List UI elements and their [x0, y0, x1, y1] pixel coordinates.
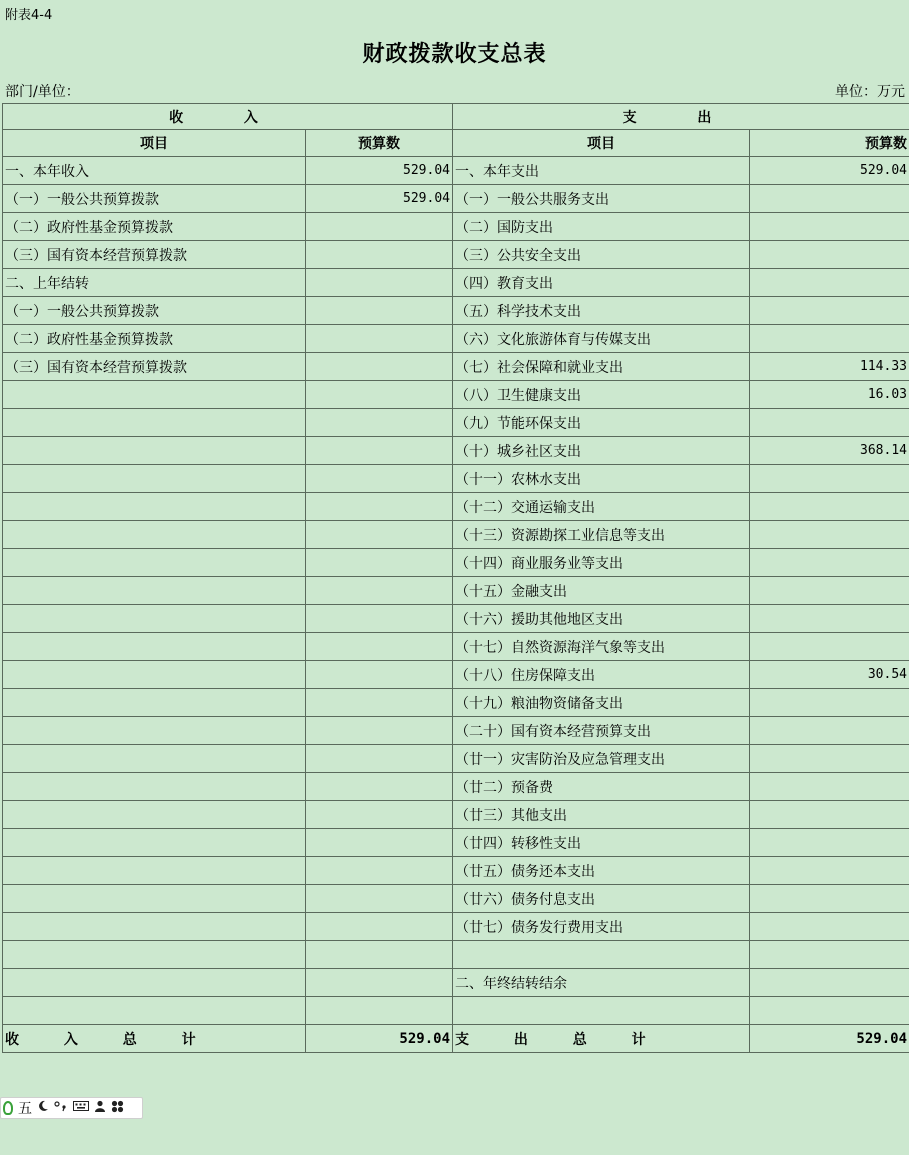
expense-value-cell[interactable]: 30.54	[750, 661, 909, 689]
table-row	[3, 829, 909, 857]
income-total-value[interactable]: 529.04	[306, 1025, 453, 1053]
table-row	[3, 633, 909, 661]
income-value-cell[interactable]	[306, 689, 453, 717]
expense-item-header[interactable]: 项目	[453, 130, 750, 157]
expense-item-cell[interactable]: （二十）国有资本经营预算支出	[453, 717, 750, 745]
income-item-cell[interactable]: （二）政府性基金预算拨款	[3, 213, 306, 241]
income-item-cell[interactable]: 一、本年收入	[3, 157, 306, 185]
expense-item-cell[interactable]: （十八）住房保障支出	[453, 661, 750, 689]
income-value-cell[interactable]	[306, 773, 453, 801]
expense-value-cell[interactable]	[750, 213, 909, 241]
table-row	[3, 577, 909, 605]
expense-item-cell[interactable]: （十四）商业服务业等支出	[453, 549, 750, 577]
table-row	[3, 549, 909, 577]
income-value-cell[interactable]	[306, 857, 453, 885]
income-item-cell[interactable]: （三）国有资本经营预算拨款	[3, 353, 306, 381]
expense-item-cell[interactable]: （廿五）债务还本支出	[453, 857, 750, 885]
income-item-cell[interactable]	[3, 633, 306, 661]
expense-value-cell[interactable]	[750, 605, 909, 633]
expense-value-cell[interactable]	[750, 633, 909, 661]
expense-value-cell[interactable]	[750, 941, 909, 969]
expense-value-cell[interactable]	[750, 241, 909, 269]
department-label: 部门/单位：	[5, 84, 80, 100]
income-budget-header[interactable]: 预算数	[306, 130, 453, 157]
table-body	[3, 157, 909, 1025]
income-item-cell[interactable]	[3, 521, 306, 549]
table-row	[3, 717, 909, 745]
expense-item-cell[interactable]: （二）国防支出	[453, 213, 750, 241]
expense-value-cell[interactable]: 16.03	[750, 381, 909, 409]
income-value-cell[interactable]	[306, 269, 453, 297]
income-value-cell[interactable]	[306, 521, 453, 549]
expense-value-cell[interactable]	[750, 745, 909, 773]
expense-item-cell[interactable]: 一、本年支出	[453, 157, 750, 185]
expense-value-cell[interactable]	[750, 689, 909, 717]
income-value-cell[interactable]	[306, 325, 453, 353]
income-item-cell[interactable]	[3, 661, 306, 689]
income-total-label[interactable]: 收 入 总 计	[3, 1025, 306, 1053]
expense-value-cell[interactable]	[750, 297, 909, 325]
expense-item-cell[interactable]	[453, 997, 750, 1025]
expense-item-cell[interactable]: （十三）资源勘探工业信息等支出	[453, 521, 750, 549]
income-value-cell[interactable]	[306, 717, 453, 745]
income-item-header[interactable]: 项目	[3, 130, 306, 157]
table-row	[3, 605, 909, 633]
table-row	[3, 969, 909, 997]
income-item-cell[interactable]	[3, 885, 306, 913]
expense-budget-header[interactable]: 预算数	[750, 130, 909, 157]
totals-row	[3, 1025, 909, 1053]
income-item-cell[interactable]: 二、上年结转	[3, 269, 306, 297]
expense-item-cell[interactable]: （十六）援助其他地区支出	[453, 605, 750, 633]
income-value-cell[interactable]	[306, 381, 453, 409]
moon-icon[interactable]	[37, 1100, 49, 1116]
expense-value-cell[interactable]	[750, 997, 909, 1025]
income-item-cell[interactable]	[3, 801, 306, 829]
punctuation-icon[interactable]	[54, 1100, 68, 1116]
table-row	[3, 185, 909, 213]
income-item-cell[interactable]	[3, 997, 306, 1025]
keyboard-icon[interactable]	[73, 1100, 89, 1116]
income-item-cell[interactable]	[3, 437, 306, 465]
table-row	[3, 521, 909, 549]
expense-value-cell[interactable]	[750, 493, 909, 521]
income-value-cell[interactable]	[306, 745, 453, 773]
mode-label[interactable]: 五	[18, 1101, 32, 1117]
section-header-row	[3, 104, 909, 130]
expense-item-cell[interactable]: （七）社会保障和就业支出	[453, 353, 750, 381]
income-item-cell[interactable]	[3, 829, 306, 857]
expense-value-cell[interactable]	[750, 773, 909, 801]
table-row	[3, 773, 909, 801]
table-row	[3, 661, 909, 689]
income-value-cell[interactable]	[306, 885, 453, 913]
income-value-cell[interactable]	[306, 997, 453, 1025]
budget-table	[2, 103, 909, 1053]
income-item-cell[interactable]: （一）一般公共预算拨款	[3, 185, 306, 213]
income-value-cell[interactable]	[306, 633, 453, 661]
expense-item-cell[interactable]: （十七）自然资源海洋气象等支出	[453, 633, 750, 661]
expense-value-cell[interactable]	[750, 465, 909, 493]
table-row	[3, 857, 909, 885]
expense-item-cell[interactable]: （十）城乡社区支出	[453, 437, 750, 465]
table-row	[3, 745, 909, 773]
income-item-cell[interactable]: （一）一般公共预算拨款	[3, 297, 306, 325]
expense-item-cell[interactable]: （十一）农林水支出	[453, 465, 750, 493]
income-value-cell[interactable]	[306, 577, 453, 605]
table-row	[3, 885, 909, 913]
expense-value-cell[interactable]: 529.04	[750, 157, 909, 185]
expense-value-cell[interactable]: 368.14	[750, 437, 909, 465]
income-value-cell[interactable]: 529.04	[306, 185, 453, 213]
income-item-cell[interactable]	[3, 689, 306, 717]
income-item-cell[interactable]	[3, 913, 306, 941]
table-row	[3, 409, 909, 437]
income-value-cell[interactable]	[306, 213, 453, 241]
income-item-cell[interactable]	[3, 577, 306, 605]
table-row	[3, 381, 909, 409]
income-item-cell[interactable]	[3, 381, 306, 409]
expense-item-cell[interactable]: （一）一般公共服务支出	[453, 185, 750, 213]
expense-item-cell[interactable]: （五）科学技术支出	[453, 297, 750, 325]
income-value-cell[interactable]	[306, 661, 453, 689]
income-value-cell[interactable]	[306, 829, 453, 857]
expense-item-cell[interactable]: （八）卫生健康支出	[453, 381, 750, 409]
expense-total-label[interactable]: 支 出 总 计	[453, 1025, 750, 1053]
table-row	[3, 801, 909, 829]
unit-label: 单位：万元	[835, 84, 905, 100]
income-value-cell[interactable]: 529.04	[306, 157, 453, 185]
column-header-row	[3, 130, 909, 157]
expense-item-cell[interactable]: （廿二）预备费	[453, 773, 750, 801]
income-value-cell[interactable]	[306, 241, 453, 269]
expense-item-cell[interactable]: （廿四）转移性支出	[453, 829, 750, 857]
income-value-cell[interactable]	[306, 437, 453, 465]
expense-value-cell[interactable]	[750, 521, 909, 549]
income-value-cell[interactable]	[306, 969, 453, 997]
expense-value-cell[interactable]	[750, 409, 909, 437]
expense-value-cell[interactable]	[750, 577, 909, 605]
income-value-cell[interactable]	[306, 493, 453, 521]
table-row	[3, 157, 909, 185]
table-row	[3, 941, 909, 969]
income-item-cell[interactable]	[3, 941, 306, 969]
expense-item-cell[interactable]: （三）公共安全支出	[453, 241, 750, 269]
table-row	[3, 493, 909, 521]
table-row	[3, 913, 909, 941]
income-item-cell[interactable]	[3, 493, 306, 521]
income-value-cell[interactable]	[306, 353, 453, 381]
page-title: 财政拨款收支总表	[362, 41, 547, 67]
table-row	[3, 689, 909, 717]
expense-item-cell[interactable]: （廿六）债务付息支出	[453, 885, 750, 913]
expense-value-cell[interactable]	[750, 325, 909, 353]
table-row	[3, 297, 909, 325]
income-item-cell[interactable]	[3, 409, 306, 437]
expense-value-cell[interactable]	[750, 185, 909, 213]
expense-item-cell[interactable]: 二、年终结转结余	[453, 969, 750, 997]
ime-toolbar[interactable]	[0, 1097, 143, 1119]
table-row	[3, 241, 909, 269]
income-item-cell[interactable]	[3, 969, 306, 997]
expense-value-cell[interactable]	[750, 857, 909, 885]
table-row	[3, 465, 909, 493]
expense-item-cell[interactable]: （廿七）债务发行费用支出	[453, 913, 750, 941]
income-item-cell[interactable]	[3, 773, 306, 801]
income-value-cell[interactable]	[306, 297, 453, 325]
table-row	[3, 269, 909, 297]
grid-icon[interactable]	[111, 1100, 124, 1117]
expense-item-cell[interactable]: （六）文化旅游体育与传媒支出	[453, 325, 750, 353]
expense-value-cell[interactable]	[750, 717, 909, 745]
expense-value-cell[interactable]	[750, 549, 909, 577]
expense-item-cell[interactable]	[453, 941, 750, 969]
expense-value-cell[interactable]	[750, 885, 909, 913]
income-item-cell[interactable]	[3, 465, 306, 493]
table-row	[3, 213, 909, 241]
expense-value-cell[interactable]	[750, 829, 909, 857]
income-item-cell[interactable]	[3, 745, 306, 773]
expense-item-cell[interactable]: （十二）交通运输支出	[453, 493, 750, 521]
expense-total-value[interactable]: 529.04	[750, 1025, 909, 1053]
expense-item-cell[interactable]: （廿一）灾害防治及应急管理支出	[453, 745, 750, 773]
income-item-cell[interactable]: （二）政府性基金预算拨款	[3, 325, 306, 353]
income-value-cell[interactable]	[306, 801, 453, 829]
expense-value-cell[interactable]	[750, 801, 909, 829]
income-item-cell[interactable]	[3, 605, 306, 633]
income-item-cell[interactable]: （三）国有资本经营预算拨款	[3, 241, 306, 269]
income-section-header[interactable]: 收 入	[3, 104, 453, 130]
table-row	[3, 997, 909, 1025]
expense-value-cell[interactable]	[750, 269, 909, 297]
expense-value-cell[interactable]	[750, 969, 909, 997]
income-value-cell[interactable]	[306, 941, 453, 969]
input-method-logo-icon[interactable]	[3, 1101, 13, 1115]
expense-item-cell[interactable]: （廿三）其他支出	[453, 801, 750, 829]
expense-item-cell[interactable]: （四）教育支出	[453, 269, 750, 297]
expense-section-header[interactable]: 支 出	[453, 104, 909, 130]
income-item-cell[interactable]	[3, 549, 306, 577]
income-item-cell[interactable]	[3, 717, 306, 745]
income-item-cell[interactable]	[3, 857, 306, 885]
table-row	[3, 437, 909, 465]
expense-value-cell[interactable]	[750, 913, 909, 941]
table-row	[3, 353, 909, 381]
income-value-cell[interactable]	[306, 605, 453, 633]
income-value-cell[interactable]	[306, 913, 453, 941]
attachment-label: 附表4-4	[5, 8, 53, 23]
expense-item-cell[interactable]: （十九）粮油物资储备支出	[453, 689, 750, 717]
income-value-cell[interactable]	[306, 465, 453, 493]
income-value-cell[interactable]	[306, 409, 453, 437]
expense-value-cell[interactable]: 114.33	[750, 353, 909, 381]
table-row	[3, 325, 909, 353]
expense-item-cell[interactable]: （九）节能环保支出	[453, 409, 750, 437]
user-icon[interactable]	[94, 1100, 106, 1116]
expense-item-cell[interactable]: （十五）金融支出	[453, 577, 750, 605]
income-value-cell[interactable]	[306, 549, 453, 577]
